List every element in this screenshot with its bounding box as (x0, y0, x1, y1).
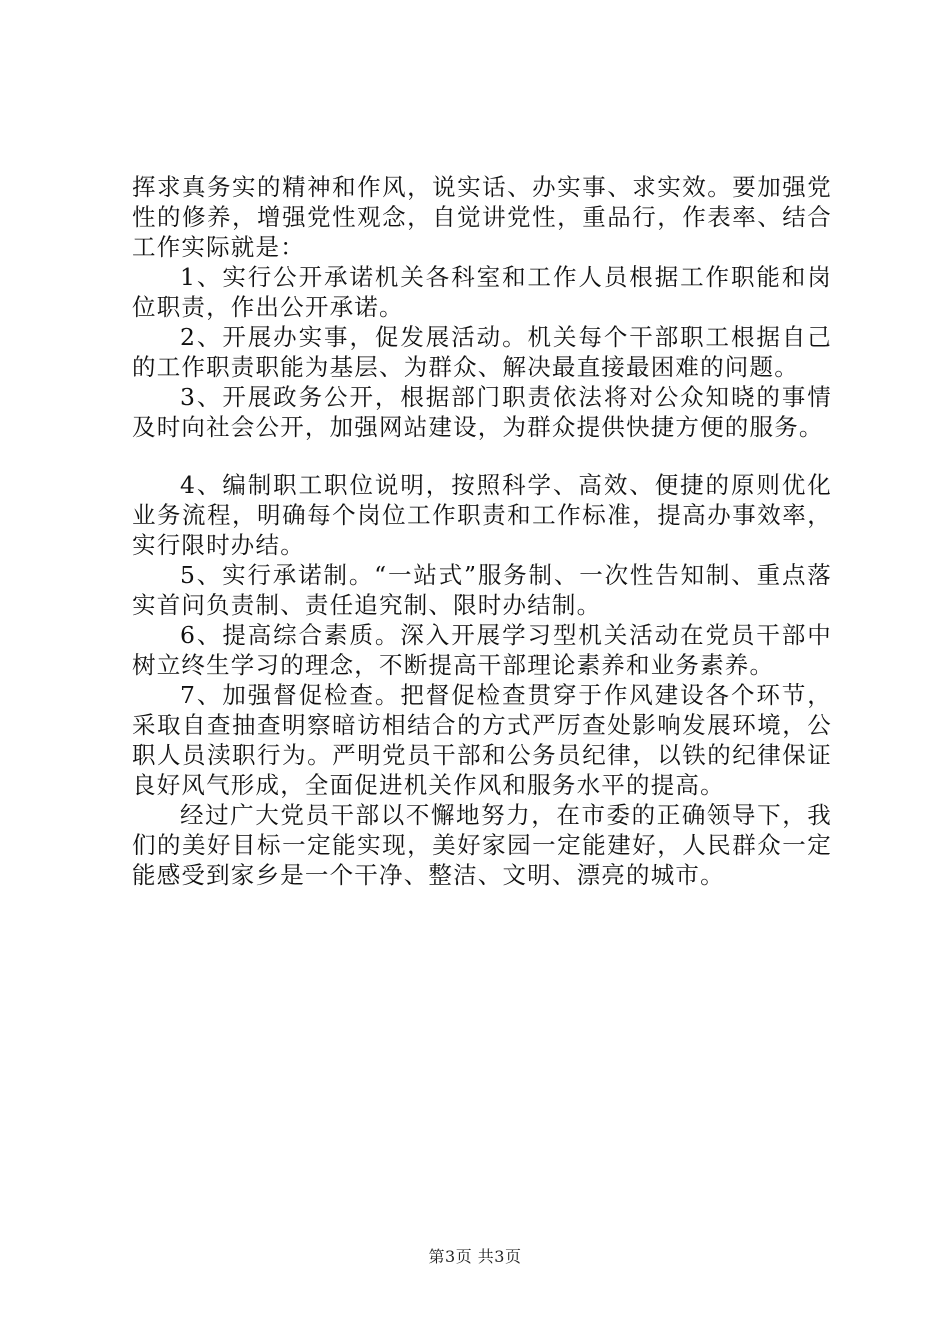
paragraph-item-3: 3、开展政务公开，根据部门职责依法将对公众知晓的事情及时向社会公开，加强网站建设，为群众提供快捷方便的服务。 (132, 383, 832, 441)
page-number-footer: 第3页 共3页 (428, 1247, 522, 1266)
paragraph-item-7: 7、加强督促检查。把督促检查贯穿于作风建设各个环节，采取自查抽查明察暗访相结合的方式严厉查处影响发展环境，公职人员渎职行为。严明党员干部和公务员纪律，以铁的纪律保证良好风气形成，全面促进机关作风和服务水平的提高。 (132, 681, 832, 799)
paragraph-item-6: 6、提高综合素质。深入开展学习型机关活动在党员干部中树立终生学习的理念，不断提高干部理论素养和业务素养。 (132, 621, 832, 679)
paragraph-conclusion: 经过广大党员干部以不懈地努力，在市委的正确领导下，我们的美好目标一定能实现，美好家园一定能建好，人民群众一定能感受到家乡是一个干净、整洁、文明、漂亮的城市。 (132, 801, 832, 889)
paragraph-item-2: 2、开展办实事，促发展活动。机关每个干部职工根据自己的工作职责职能为基层、为群众、解决最直接最困难的问题。 (132, 323, 832, 381)
paragraph-intro: 挥求真务实的精神和作风，说实话、办实事、求实效。要加强党性的修养，增强党性观念，自觉讲党性，重品行，作表率、结合工作实际就是： (132, 173, 832, 261)
paragraph-item-4: 4、编制职工职位说明，按照科学、高效、便捷的原则优化业务流程，明确每个岗位工作职责和工作标准，提高办事效率，实行限时办结。 (132, 471, 832, 559)
paragraph-item-1: 1、实行公开承诺机关各科室和工作人员根据工作职能和岗位职责，作出公开承诺。 (132, 263, 832, 321)
paragraph-item-5: 5、实行承诺制。“一站式”服务制、一次性告知制、重点落实首问负责制、责任追究制、限时办结制。 (132, 561, 832, 619)
document-body (132, 172, 832, 890)
